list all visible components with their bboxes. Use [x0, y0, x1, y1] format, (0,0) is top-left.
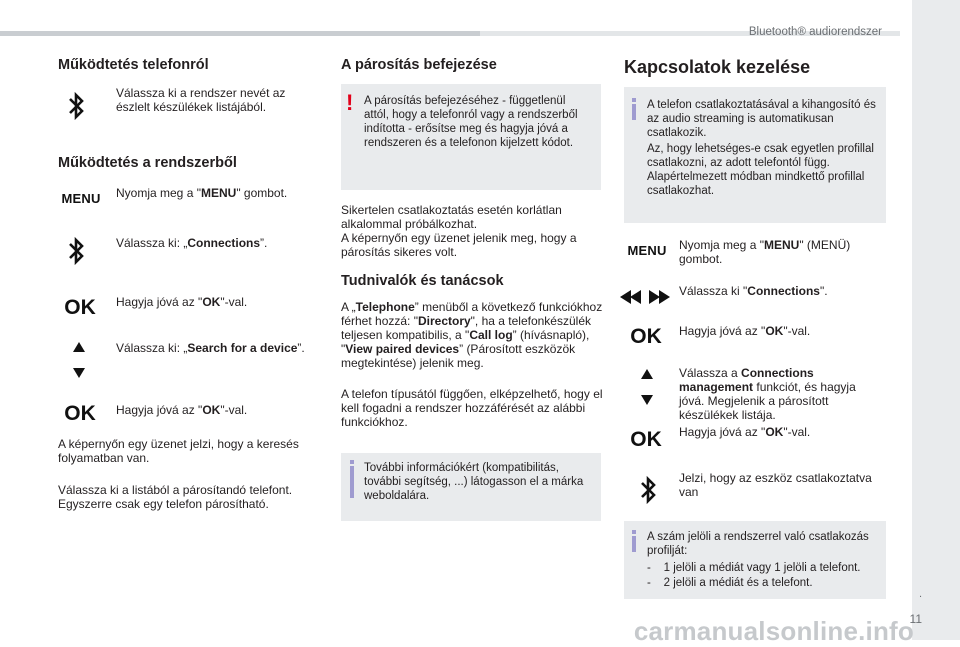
step-press-menu: Nyomja meg a "MENU" (MENÜ) gombot.: [679, 238, 851, 266]
section-title-phone: Működtetés telefonról: [58, 57, 209, 73]
step-search-device: Válassza ki: „Search for a device”.: [116, 341, 305, 355]
device-connected-text: Jelzi, hogy az eszköz csatlakoztatva van: [679, 471, 872, 499]
bluetooth-icon: [66, 90, 86, 122]
page-number: 11: [909, 612, 922, 626]
info-text-profile: Az, hogy lehetséges-e csak egyetlen profillal csatlakozni, az adott telefontól függ. Alapértelmezett módban mindkettő profillal csatlakozhat.: [647, 143, 874, 197]
profile-1-text: - 1 jelöli a médiát vagy 1 jelöli a telefont.: [647, 562, 861, 574]
left-right-arrows-icon: [620, 289, 670, 305]
select-phone-text: Válassza ki a listából a párosítandó telefont. Egyszerre csak egy telefon párosítható.: [58, 483, 293, 511]
step-press-menu: Nyomja meg a "MENU" gombot.: [116, 186, 288, 200]
section-title-tips: Tudnivalók és tanácsok: [341, 273, 504, 289]
success-text: A képernyőn egy üzenet jelenik meg, hogy a párosítás sikeres volt.: [341, 231, 577, 259]
step-select-connections: Válassza ki: „Connections”.: [116, 236, 268, 250]
retry-text: Sikertelen csatlakoztatás esetén korlátlan alkalommal próbálkozhat.: [341, 203, 562, 231]
profile-number-text: A szám jelöli a rendszerrel való csatlakozás profilját:: [647, 531, 869, 557]
info-icon: [632, 536, 636, 552]
up-down-arrows-icon: [71, 340, 87, 380]
header-rule: [0, 31, 480, 36]
section-title-system: Működtetés a rendszerből: [58, 155, 237, 171]
ok-button-icon: OK: [64, 296, 96, 319]
ok-button-icon: OK: [630, 325, 662, 348]
info-text-auto: A telefon csatlakoztatásával a kihangosító és az audio streaming is automatikusan csatlakozik.: [647, 99, 876, 139]
search-in-progress-text: A képernyőn egy üzenet jelzi, hogy a keresés folyamatban van.: [58, 437, 299, 465]
section-title-connections: Kapcsolatok kezelése: [624, 57, 811, 77]
step-select-connections: Válassza ki "Connections".: [679, 284, 828, 298]
step-confirm-ok: Hagyja jóvá az "OK"-val.: [116, 295, 248, 309]
warning-text: A párosítás befejezéséhez - függetlenül attól, hogy a telefonról vagy a rendszerből indította - erősítse meg és hagyja jóvá a rendszeren és a telefonon kijelzett kódot.: [364, 95, 578, 149]
side-strip: [909, 0, 960, 640]
bluetooth-icon: [66, 235, 86, 267]
ok-button-icon: OK: [630, 428, 662, 451]
phone-type-text: A telefon típusától függően, elképzelhető, hogy el kell fogadni a rendszer hozzáférését az alábbi funkciókhoz.: [341, 387, 603, 429]
header-title: Bluetooth® audiorendszer: [748, 26, 882, 38]
section-title-pairing: A párosítás befejezése: [341, 57, 497, 73]
step-confirm-ok-2: Hagyja jóvá az "OK"-val.: [116, 403, 248, 417]
step-connections-management: Válassza a Connections management funkciót, és hagyja jóvá. Megjelenik a párosított készülékek listája.: [679, 366, 856, 422]
telephone-menu-text: A „Telephone” menüből a következő funkciókhoz férhet hozzá: "Directory", ha a telefonkészülék teljesen kompatibilis, a "Call log” (hívásnapló), "View paired devices” (Párosított eszközök megtekintése) jelenik meg.: [341, 300, 603, 370]
step-confirm-ok: Hagyja jóvá az "OK"-val.: [679, 324, 811, 338]
menu-button-icon: MENU: [627, 242, 667, 258]
phone-instruction: Válassza ki a rendszer nevét az észlelt készülékek listájából.: [116, 86, 286, 114]
ok-button-icon: OK: [64, 402, 96, 425]
page-dots: .: [918, 588, 922, 600]
warning-icon: !: [346, 90, 354, 115]
menu-button-icon: MENU: [61, 190, 101, 206]
watermark: carmanualsonline.info: [633, 616, 914, 646]
info-text: További információkért (kompatibilitás, további segítség, ...) látogasson el a márka weboldalára.: [364, 462, 584, 502]
step-confirm-ok-2: Hagyja jóvá az "OK"-val.: [679, 425, 811, 439]
info-icon: [632, 104, 636, 120]
up-down-arrows-icon: [639, 367, 655, 407]
profile-2-text: - 2 jelöli a médiát és a telefont.: [647, 577, 813, 589]
info-icon: [350, 466, 354, 498]
bluetooth-icon: [638, 474, 658, 506]
